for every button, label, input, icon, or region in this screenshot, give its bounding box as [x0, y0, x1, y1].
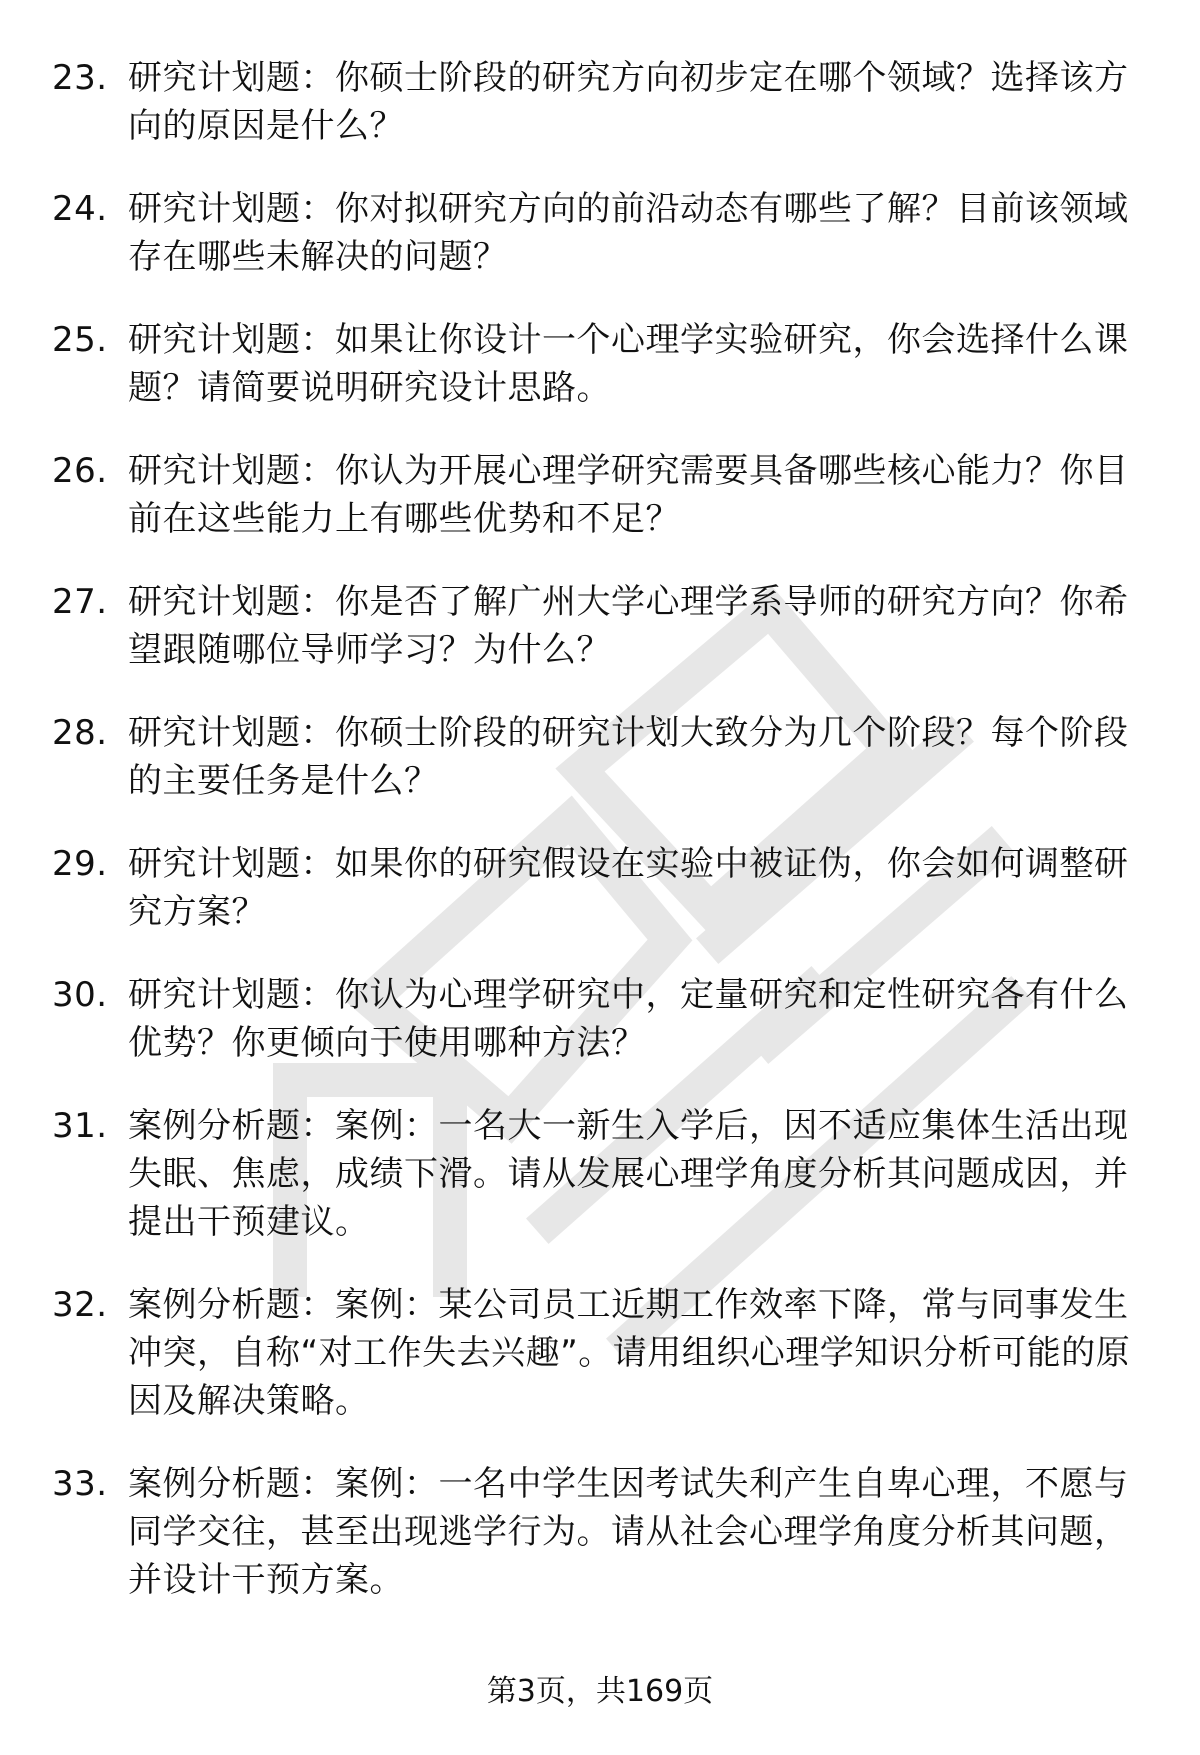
question-text: 研究计划题：你硕士阶段的研究计划大致分为几个阶段？每个阶段的主要任务是什么？ [128, 713, 1129, 801]
question-number: 25. [52, 320, 108, 360]
question-item [52, 185, 1152, 281]
question-item [52, 447, 1152, 543]
question-number: 27. [52, 582, 108, 622]
question-text: 研究计划题：你对拟研究方向的前沿动态有哪些了解？目前该领域存在哪些未解决的问题？ [128, 189, 1129, 277]
question-item [52, 54, 1152, 150]
question-item [52, 1102, 1152, 1246]
question-item [52, 578, 1152, 674]
question-text: 研究计划题：你是否了解广州大学心理学系导师的研究方向？你希望跟随哪位导师学习？为什么？ [128, 582, 1129, 670]
question-number: 33. [52, 1464, 108, 1504]
question-item [52, 1460, 1152, 1604]
question-number: 26. [52, 451, 108, 491]
question-item [52, 709, 1152, 805]
question-number: 23. [52, 58, 108, 98]
question-text: 研究计划题：如果你的研究假设在实验中被证伪，你会如何调整研究方案？ [128, 844, 1129, 932]
question-number: 29. [52, 844, 108, 884]
question-item [52, 840, 1152, 936]
question-item [52, 971, 1152, 1067]
question-text: 案例分析题：案例：某公司员工近期工作效率下降，常与同事发生冲突，自称“对工作失去兴趣”。请用组织心理学知识分析可能的原因及解决策略。 [128, 1285, 1131, 1421]
question-number: 32. [52, 1285, 108, 1325]
question-item [52, 1281, 1152, 1425]
question-number: 28. [52, 713, 108, 753]
page-number-footer: 第3页，共169页 [486, 1674, 714, 1709]
question-text: 案例分析题：案例：一名大一新生入学后，因不适应集体生活出现失眠、焦虑，成绩下滑。请从发展心理学角度分析其问题成因，并提出干预建议。 [128, 1106, 1129, 1242]
question-text: 案例分析题：案例：一名中学生因考试失利产生自卑心理，不愿与同学交往，甚至出现逃学行为。请从社会心理学角度分析其问题，并设计干预方案。 [128, 1464, 1129, 1600]
question-text: 研究计划题：你硕士阶段的研究方向初步定在哪个领域？选择该方向的原因是什么？ [128, 58, 1129, 146]
question-text: 研究计划题：如果让你设计一个心理学实验研究，你会选择什么课题？请简要说明研究设计思路。 [128, 320, 1129, 408]
question-text: 研究计划题：你认为开展心理学研究需要具备哪些核心能力？你目前在这些能力上有哪些优势和不足？ [128, 451, 1129, 539]
question-number: 24. [52, 189, 108, 229]
question-list [52, 54, 1152, 1639]
question-item [52, 316, 1152, 412]
question-text: 研究计划题：你认为心理学研究中，定量研究和定性研究各有什么优势？你更倾向于使用哪种方法？ [128, 975, 1129, 1063]
question-number: 30. [52, 975, 108, 1015]
question-number: 31. [52, 1106, 108, 1146]
